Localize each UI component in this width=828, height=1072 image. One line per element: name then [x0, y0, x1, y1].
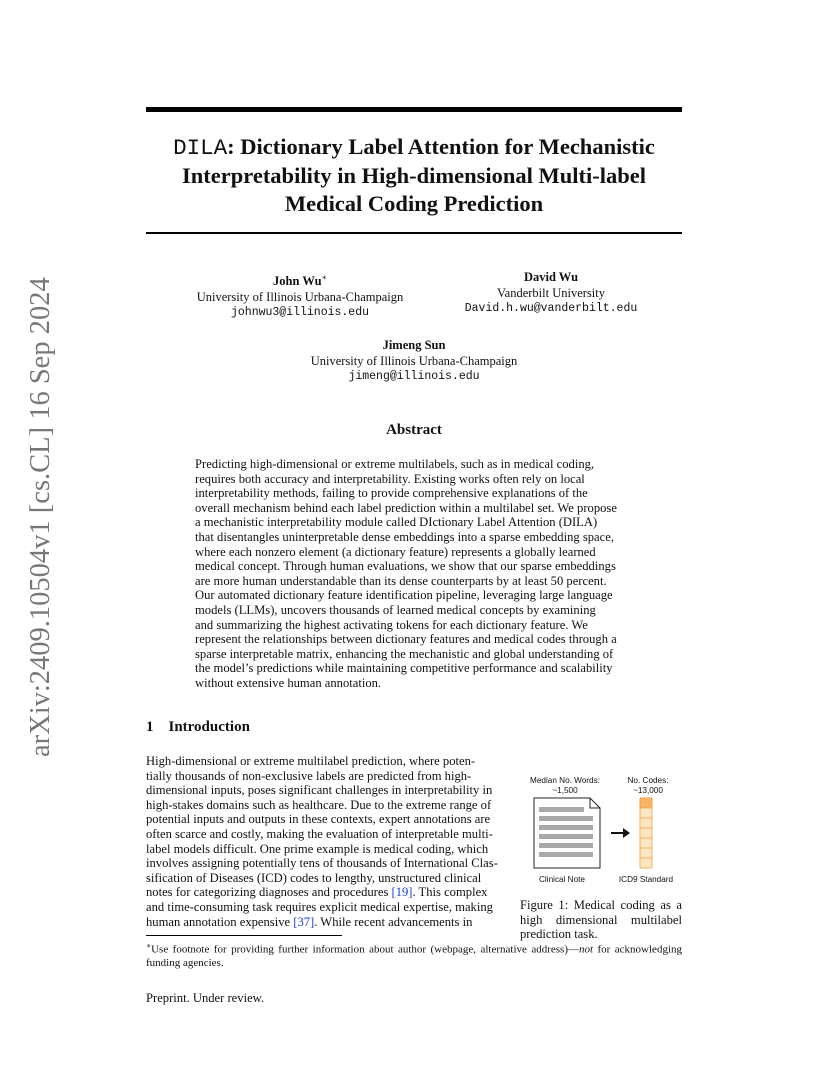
intro-line: high-stakes domains such as healthcare. Due to the extreme range of [146, 797, 492, 812]
footnote-mark: ∗ [146, 941, 152, 950]
author-affiliation: University of Illinois Urbana-Champaign [310, 353, 518, 368]
figure-1 [520, 770, 682, 895]
citation-link[interactable]: [19] [391, 885, 413, 900]
section-number: 1 [146, 719, 154, 735]
intro-line: tially thousands of non-exclusive labels are predicted from high- [146, 768, 472, 783]
footnote-text-end: for acknowledging funding agencies. [146, 943, 683, 969]
title-line-3: Medical Coding Prediction [284, 191, 544, 216]
paper-title [146, 133, 682, 218]
abstract-line: the model’s predictions while maintaining competitive performance and scalability [195, 661, 613, 676]
author-block-2 [446, 270, 656, 317]
abstract-line: sparse interpretable matrix, enhancing the mechanistic and global understanding of [195, 646, 614, 661]
author-footnote-mark: ∗ [321, 273, 327, 282]
clinical-note-document-icon [534, 798, 600, 868]
abstract-line: are more human understandable than its dense counterparts by at least 50 percent. [195, 573, 607, 588]
abstract-line: that disentangles uninterpretable dense embeddings into a sparse embedding space, [195, 529, 614, 544]
title-top-rule [146, 107, 682, 112]
abstract-line: models (LLMs), uncovers thousands of learned medical concepts by examining [195, 602, 596, 617]
title-line-1: : Dictionary Label Attention for Mechanistic [227, 134, 655, 159]
intro-line: label models difficult. One prime example is medical coding, which [146, 841, 489, 856]
arrow-right-icon [611, 828, 630, 838]
abstract-line: where each nonzero element (a dictionary feature) represents a globally learned [195, 544, 596, 559]
icd9-code-column [640, 798, 652, 868]
title-method-name: DILA [173, 135, 228, 161]
footnote-text: Use footnote for providing further information about author (webpage, alternative address)— [151, 943, 579, 956]
author-email: johnwu3@illinois.edu [230, 306, 370, 320]
footnote-emphasis: not [579, 943, 594, 956]
intro-line: involves assigning potentially tens of thousands of International Clas- [146, 856, 498, 871]
intro-line: often scarce and costly, making the evaluation of interpretable multi- [146, 826, 493, 841]
fig-right-header-2: ~13,000 [633, 786, 663, 795]
abstract-line: interpretability methods, failing to provide comprehensive explanations of the [195, 486, 588, 501]
author-name: John Wu [273, 274, 322, 289]
intro-line: sification of Diseases (ICD) codes to lengthy, unstructured clinical [146, 870, 482, 885]
preprint-notice: Preprint. Under review. [146, 991, 265, 1005]
footnote-rule [146, 935, 342, 936]
abstract-line: Predicting high-dimensional or extreme multilabels, such as in medical coding, [195, 457, 595, 471]
intro-line: dimensional inputs, poses significant challenges in interpretability in [146, 783, 493, 798]
author-block-3 [146, 338, 682, 385]
author-name: David Wu [523, 270, 579, 284]
title-bottom-rule [146, 232, 682, 234]
author-affiliation: University of Illinois Urbana-Champaign [196, 289, 404, 304]
footnote [146, 939, 682, 970]
section-heading [146, 719, 250, 736]
fig-left-header-2: ~1,500 [552, 786, 578, 795]
fig-left-label: Clinical Note [539, 875, 585, 884]
author-block-1 [146, 270, 454, 321]
intro-line: notes for categorizing diagnoses and procedures [19]. This complex [146, 885, 488, 900]
fig-right-label: ICD9 Standard [618, 875, 674, 884]
figure-1-caption: Figure 1: Medical coding as a high dimensional multilabel prediction task. [520, 898, 682, 942]
intro-line: human annotation expensive [37]. While recent advancements in [146, 914, 473, 929]
intro-line: High-dimensional or extreme multilabel prediction, where poten- [146, 754, 476, 768]
fig-left-header-1: Median No. Words: [530, 776, 600, 785]
figure-1-illustration [520, 770, 682, 895]
abstract-line: and summarizing the highest activating tokens for each dictionary feature. We [195, 617, 588, 632]
abstract-line: overall mechanism behind each label prediction within a multilabel set. We propose [195, 500, 617, 515]
abstract-line: Our automated dictionary feature identification pipeline, leveraging large language [195, 588, 613, 603]
author-email: David.h.wu@vanderbilt.edu [464, 302, 638, 315]
arxiv-sidebar-id: arXiv:2409.10504v1 [cs.CL] 16 Sep 2024 [25, 277, 56, 757]
intro-line: and time-consuming task requires explicit medical expertise, making [146, 899, 493, 914]
author-affiliation: Vanderbilt University [497, 285, 605, 300]
abstract-line: requires both accuracy and interpretability. Existing works often rely on local [195, 471, 585, 486]
fig-right-header-1: No. Codes: [627, 776, 669, 785]
abstract-heading: Abstract [386, 422, 442, 438]
title-line-2: Interpretability in High-dimensional Multi-label [182, 163, 646, 188]
author-name: Jimeng Sun [382, 338, 446, 352]
section-title: Introduction [168, 719, 250, 735]
abstract-body [195, 457, 635, 691]
intro-line: potential inputs and outputs in these contexts, expert annotations are [146, 812, 491, 827]
abstract-line: represent the relationships between dictionary features and medical codes through a [195, 632, 617, 647]
author-email: jimeng@illinois.edu [348, 370, 480, 383]
citation-link[interactable]: [37] [293, 914, 315, 929]
abstract-line: without extensive human annotation. [195, 675, 382, 690]
abstract-line: a mechanistic interpretability module called DIctionary Label Attention (DILA) [195, 515, 598, 530]
intro-paragraph [146, 754, 512, 929]
abstract-line: medical concept. Through human evaluations, we show that our sparse embeddings [195, 559, 616, 574]
